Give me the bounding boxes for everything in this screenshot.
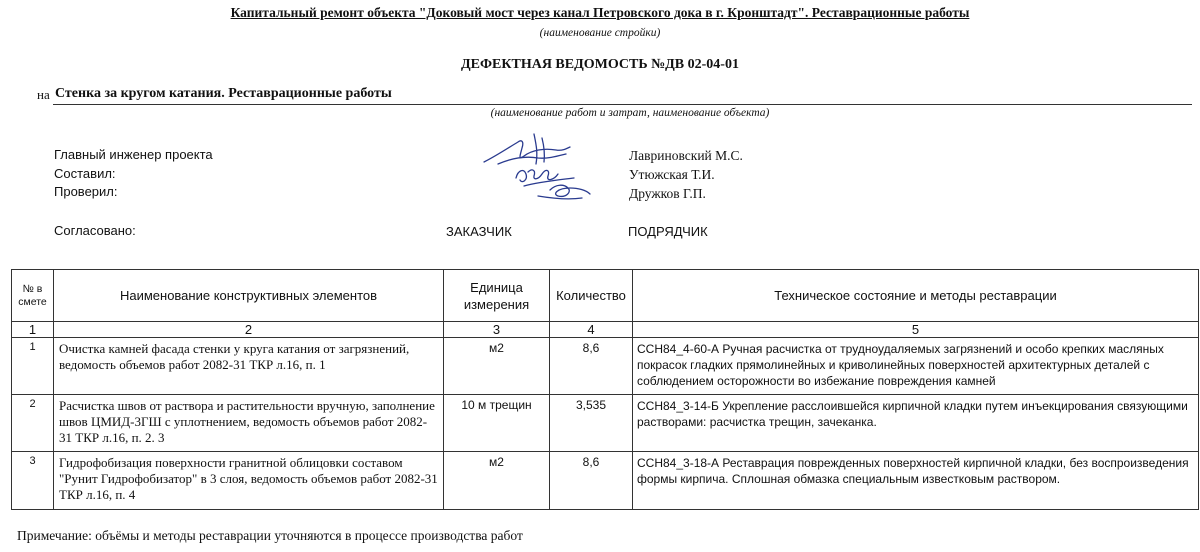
note: Примечание: объёмы и методы реставрации уточняются в процессе производства работ (17, 528, 523, 543)
customer-label: ЗАКАЗЧИК (446, 224, 512, 239)
row-name: Гидрофобизация поверхности гранитной облицовки составом "Рунит Гидрофобизатор" в 3 слоя, ведомость объемов работ 2082-31 ТКР л.16, п. 4 (54, 452, 444, 510)
chief-engineer-name: Лавриновский М.С. (629, 148, 743, 163)
work-caption: (наименование работ и затрат, наименование объекта) (490, 107, 770, 119)
project-caption: (наименование стройки) (539, 27, 661, 39)
row-desc: ССН84_3-18-А Реставрация поврежденных поверхностей кирпичной кладки, без воспроизведения формы кирпича. Сплошная обмазка специальным известковым раствором. (633, 452, 1199, 510)
table-row (12, 395, 1199, 452)
row-unit: м2 (444, 338, 550, 395)
row-name: Очистка камней фасада стенки у круга катания от загрязнений, ведомость объемов работ 2082-31 ТКР л.16, п. 1 (54, 338, 444, 395)
row-qty: 8,6 (550, 338, 633, 395)
column-number: 1 (12, 322, 54, 338)
column-number: 3 (444, 322, 550, 338)
row-name: Расчистка швов от раствора и растительности вручную, заполнение швов ЦМИД-3ГШ с уплотнением, ведомость объемов работ 2082-31 ТКР л.16, п. 2. 3 (54, 395, 444, 452)
work-underline (53, 104, 1192, 105)
checked-label: Проверил: (54, 184, 118, 199)
row-unit: 10 м трещин (444, 395, 550, 452)
column-number: 5 (633, 322, 1199, 338)
chief-engineer-label: Главный инженер проекта (54, 147, 213, 162)
header-qty: Количество (550, 270, 633, 322)
row-qty: 8,6 (550, 452, 633, 510)
checked-name: Дружков Г.П. (629, 186, 706, 201)
contractor-label: ПОДРЯДЧИК (628, 224, 708, 239)
row-num: 1 (12, 338, 54, 395)
row-desc: ССН84_4-60-А Ручная расчистка от трудноудаляемых загрязнений и особо крепких масляных покрасок гладких прямолинейных и криволинейных поверхностей архитектурных деталей с соблюдением осторожности во избежание повреждения камней (633, 338, 1199, 395)
row-num: 3 (12, 452, 54, 510)
row-num: 2 (12, 395, 54, 452)
work-prefix: на (37, 87, 50, 102)
work-name: Стенка за кругом катания. Реставрационные работы (55, 86, 392, 101)
row-desc: ССН84_3-14-Б Укрепление расслоившейся кирпичной кладки путем инъекцирования связующими растворами: расчистка трещин, зачеканка. (633, 395, 1199, 452)
document-title: ДЕФЕКТНАЯ ВЕДОМОСТЬ №ДВ 02-04-01 (461, 57, 739, 72)
agreed-label: Согласовано: (54, 223, 136, 238)
project-title: Капитальный ремонт объекта "Доковый мост через канал Петровского дока в г. Кронштадт". Реставрационные работы (230, 5, 970, 20)
row-unit: м2 (444, 452, 550, 510)
column-number: 4 (550, 322, 633, 338)
table-row (12, 452, 1199, 510)
compiled-label: Составил: (54, 166, 116, 181)
table-row (12, 338, 1199, 395)
header-desc: Техническое состояние и методы реставрации (633, 270, 1199, 322)
compiled-name: Утюжская Т.И. (629, 167, 715, 182)
handwritten-signatures (478, 128, 618, 213)
header-unit: Единица измерения (444, 270, 550, 322)
header-name: Наименование конструктивных элементов (54, 270, 444, 322)
row-qty: 3,535 (550, 395, 633, 452)
defects-table (11, 269, 1199, 510)
header-num: № в смете (12, 270, 54, 322)
column-number: 2 (54, 322, 444, 338)
